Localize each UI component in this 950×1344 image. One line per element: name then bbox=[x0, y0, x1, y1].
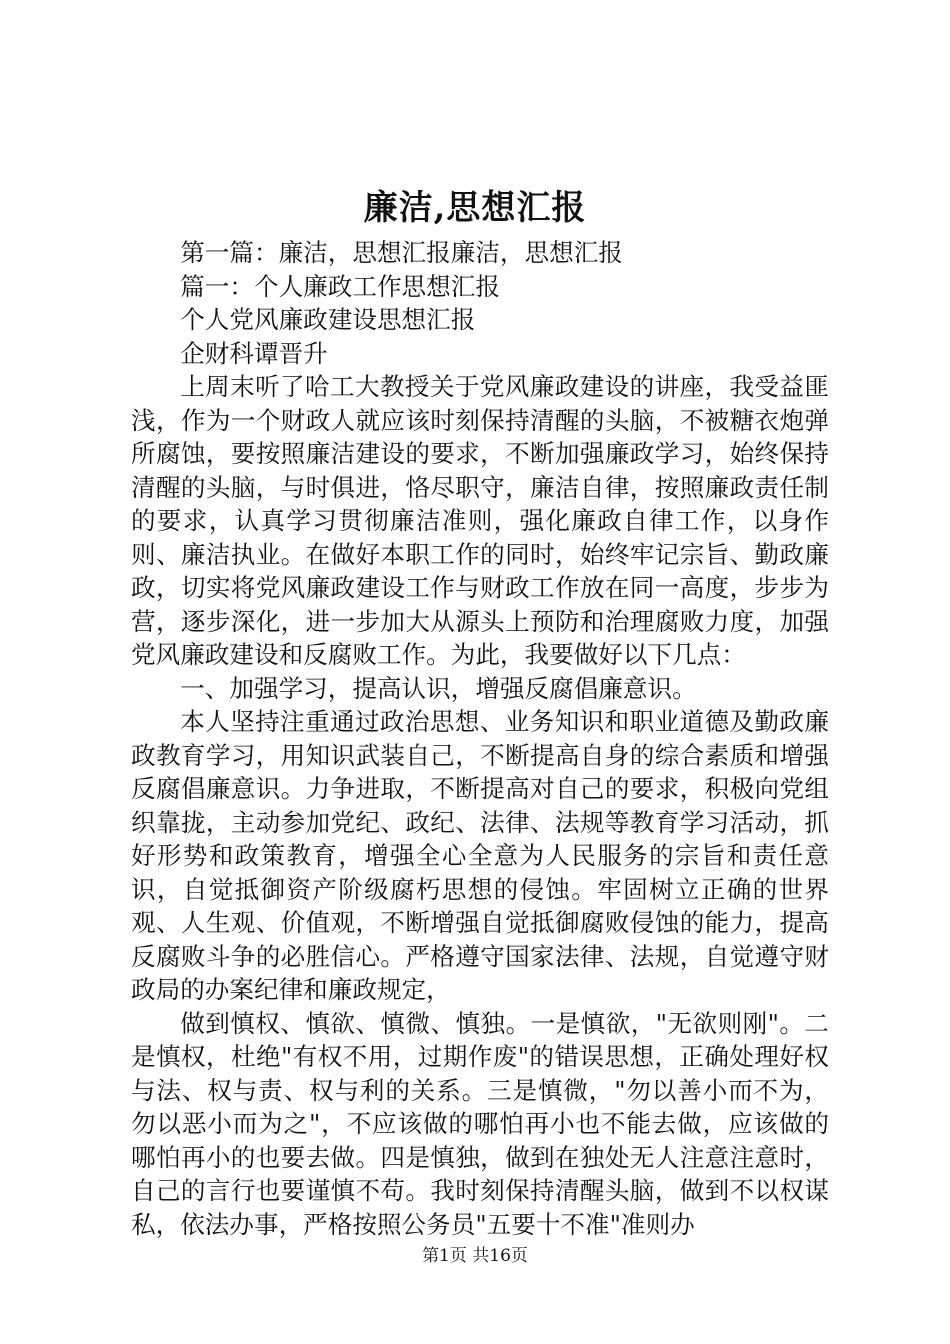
document-body bbox=[131, 236, 829, 1241]
paragraph: 篇一：个人廉政工作思想汇报 bbox=[180, 271, 500, 301]
paragraph: 上周末听了哈工大教授关于党风廉政建设的讲座，我受益匪浅，作为一个财政人就应该时刻保持清醒的头脑，不被糖衣炮弹所腐蚀，要按照廉洁建设的要求，不断加强廉政学习，始终保持清醒的头脑，与时俱进，恪尽职守，廉洁自律，按照廉政责任制的要求，认真学习贯彻廉洁准则，强化廉政自律工作，以身作则、廉洁执业。在做好本职工作的同时，始终牢记宗旨、勤政廉政，切实将党风廉政建设工作与财政工作放在同一高度，步步为营，逐步深化，进一步加大从源头上预防和治理腐败力度，加强党风廉政建设和反腐败工作。为此，我要做好以下几点： bbox=[131, 372, 829, 669]
paragraph: 个人党风廉政建设思想汇报 bbox=[180, 305, 476, 334]
paragraph: 第一篇：廉洁，思想汇报廉洁，思想汇报 bbox=[180, 238, 623, 267]
paragraph: 本人坚持注重通过政治思想、业务知识和职业道德及勤政廉政教育学习，用知识武装自己，不断提高自身的综合素质和增强反腐倡廉意识。力争进取，不断提高对自己的要求，积极向党组织靠拢，主动参加党纪、政纪、法律、法规等教育学习活动，抓好形势和政策教育，增强全心全意为人民服务的宗旨和责任意识，自觉抵御资产阶级腐朽思想的侵蚀。牢固树立正确的世界观、人生观、价值观，不断增强自觉抵御腐败侵蚀的能力，提高反腐败斗争的必胜信心。严格遵守国家法律、法规，自觉遵守财政局的办案纪律和廉政规定， bbox=[131, 707, 829, 1004]
paragraph: 企财科谭晋升 bbox=[180, 338, 328, 368]
document-title: 廉洁,思想汇报 bbox=[363, 188, 587, 228]
paragraph: 做到慎权、慎欲、慎微、慎独。一是慎欲，"无欲则刚"。二是慎权，杜绝"有权不用，过期作废"的错误思想，正确处理好权与法、权与责、权与利的关系。三是慎微，"勿以善小而不为，勿以恶小而为之"，不应该做的哪怕再小也不能去做，应该做的哪怕再小的也要去做。四是慎独，做到在独处无人注意注意时，自己的言行也要谨慎不苟。我时刻保持清醒头脑，做到不以权谋私，依法办事，严格按照公务员"五要十不准"准则办 bbox=[131, 1008, 829, 1239]
paragraph: 一、加强学习，提高认识，增强反腐倡廉意识。 bbox=[180, 673, 697, 703]
page-number-footer: 第1页 共16页 bbox=[422, 1246, 528, 1266]
